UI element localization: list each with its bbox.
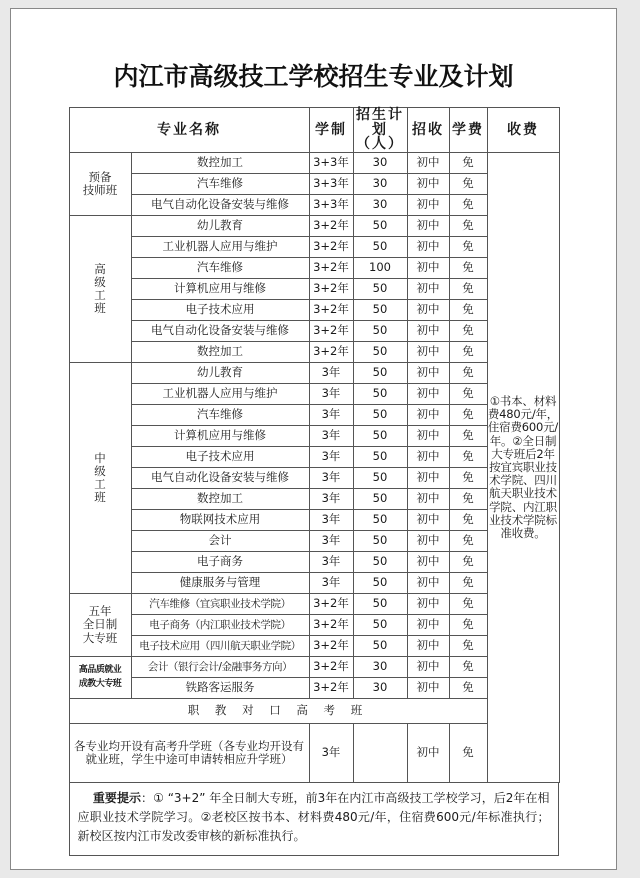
cell-system: 3年 (309, 426, 353, 447)
gaokao-row (69, 724, 559, 783)
cell-tuition: 免 (449, 153, 487, 174)
header-recruit: 招收 (407, 108, 449, 153)
cell-tuition: 免 (449, 237, 487, 258)
cell-major-name: 汽车维修 (131, 258, 309, 279)
cell-tuition: 免 (449, 363, 487, 384)
group-label-5 (69, 657, 131, 699)
table-row (69, 405, 559, 426)
cell-system: 3年 (309, 531, 353, 552)
admission-plan-table-wrap (69, 107, 559, 856)
cell-recruit: 初中 (407, 342, 449, 363)
cell-plan: 50 (353, 300, 407, 321)
cell-plan: 50 (353, 363, 407, 384)
cell-system: 3+2年 (309, 342, 353, 363)
group-label-line: 五年 (88, 604, 112, 619)
header-major: 专业名称 (69, 108, 309, 153)
cell-major-name: 工业机器人应用与维护 (131, 384, 309, 405)
cell-system: 3年 (309, 468, 353, 489)
cell-system: 3年 (309, 510, 353, 531)
cell-major-name: 电气自动化设备安装与维修 (131, 468, 309, 489)
cell-tuition: 免 (449, 678, 487, 699)
group-label-line: 成教大专班 (78, 678, 122, 689)
cell-plan: 30 (353, 153, 407, 174)
cell-major-name: 电子技术应用（四川航天职业学院） (131, 636, 309, 657)
cell-plan: 50 (353, 237, 407, 258)
cell-tuition: 免 (449, 174, 487, 195)
table-row (69, 153, 559, 174)
cell-major-name: 电子技术应用 (131, 447, 309, 468)
cell-tuition: 免 (449, 636, 487, 657)
cell-tuition: 免 (449, 573, 487, 594)
table-header (69, 108, 559, 153)
cell-plan: 50 (353, 405, 407, 426)
cell-plan: 50 (353, 552, 407, 573)
cell-recruit: 初中 (407, 426, 449, 447)
cell-major-name: 会计（银行会计/金融事务方向） (131, 657, 309, 678)
cell-major-name: 铁路客运服务 (131, 678, 309, 699)
group-label-line: 技师班 (82, 183, 118, 198)
cell-recruit: 初中 (407, 468, 449, 489)
cell-system: 3年 (309, 363, 353, 384)
gaokao-banner: 职 教 对 口 高 考 班 (69, 699, 487, 724)
cell-system: 3年 (309, 573, 353, 594)
table-row (69, 552, 559, 573)
cell-system: 3+2年 (309, 237, 353, 258)
cell-recruit: 初中 (407, 216, 449, 237)
cell-plan: 50 (353, 489, 407, 510)
cell-tuition: 免 (449, 258, 487, 279)
table-row (69, 594, 559, 615)
cell-major-name: 电子技术应用 (131, 300, 309, 321)
table-row (69, 447, 559, 468)
cell-recruit: 初中 (407, 636, 449, 657)
gaokao-plan (353, 724, 407, 783)
table-row (69, 195, 559, 216)
cell-recruit: 初中 (407, 258, 449, 279)
group-label-line: 班 (94, 301, 106, 316)
cell-system: 3年 (309, 384, 353, 405)
cell-major-name: 数控加工 (131, 342, 309, 363)
cell-plan: 30 (353, 174, 407, 195)
cell-recruit: 初中 (407, 405, 449, 426)
page-title: 内江市高级技工学校招生专业及计划 (113, 62, 514, 91)
group-label-line: 预备 (88, 169, 112, 184)
cell-plan: 30 (353, 195, 407, 216)
cell-system: 3年 (309, 405, 353, 426)
cell-system: 3+2年 (309, 615, 353, 636)
cell-recruit: 初中 (407, 678, 449, 699)
table-row (69, 678, 559, 699)
group-label-line: 大专班 (82, 630, 118, 645)
cell-recruit: 初中 (407, 195, 449, 216)
header-tuition: 学费 (449, 108, 487, 153)
cell-system: 3年 (309, 489, 353, 510)
table-row (69, 636, 559, 657)
cell-plan: 50 (353, 615, 407, 636)
cell-system: 3+3年 (309, 195, 353, 216)
important-notes (69, 783, 559, 856)
cell-plan: 50 (353, 447, 407, 468)
cell-major-name: 工业机器人应用与维护 (131, 237, 309, 258)
cell-recruit: 初中 (407, 615, 449, 636)
cell-system: 3+2年 (309, 300, 353, 321)
cell-plan: 50 (353, 573, 407, 594)
cell-major-name: 计算机应用与维修 (131, 279, 309, 300)
cell-tuition: 免 (449, 447, 487, 468)
table-row (69, 300, 559, 321)
header-plan-line2: （人） (356, 136, 404, 153)
cell-tuition: 免 (449, 279, 487, 300)
group-label-line: 高品质就业 (78, 665, 122, 676)
document-page (10, 8, 617, 870)
cell-system: 3+2年 (309, 657, 353, 678)
cell-system: 3+2年 (309, 258, 353, 279)
cell-system: 3+2年 (309, 636, 353, 657)
gaokao-system: 3年 (309, 724, 353, 783)
cell-major-name: 物联网技术应用 (131, 510, 309, 531)
gaokao-banner-row (69, 699, 559, 724)
group-label-2 (69, 216, 131, 363)
cell-recruit: 初中 (407, 657, 449, 678)
cell-major-name: 健康服务与管理 (131, 573, 309, 594)
table-row (69, 237, 559, 258)
cell-major-name: 汽车维修 (131, 405, 309, 426)
cell-major-name: 幼儿教育 (131, 363, 309, 384)
table-row (69, 489, 559, 510)
table-row (69, 657, 559, 678)
cell-plan: 50 (353, 279, 407, 300)
group-label-line: 级 (94, 463, 106, 478)
group-label-line: 班 (94, 490, 106, 505)
cell-plan: 50 (353, 510, 407, 531)
group-label-line: 工 (94, 288, 106, 303)
header-plan (353, 108, 407, 153)
cell-system: 3+2年 (309, 216, 353, 237)
cell-tuition: 免 (449, 300, 487, 321)
cell-recruit: 初中 (407, 552, 449, 573)
cell-charge-note: ①书本、材料费480元/年，住宿费600元/年。②全日制大专班后2年按宜宾职业技术学院、四川航天职业技术学院、内江职业技术学院标准收费。 (487, 153, 559, 783)
cell-plan: 50 (353, 426, 407, 447)
cell-recruit: 初中 (407, 279, 449, 300)
cell-system: 3+3年 (309, 153, 353, 174)
cell-tuition: 免 (449, 468, 487, 489)
cell-tuition: 免 (449, 384, 487, 405)
cell-tuition: 免 (449, 342, 487, 363)
cell-system: 3+2年 (309, 321, 353, 342)
table-row (69, 426, 559, 447)
group-label-line: 高 (94, 261, 106, 276)
table-body (69, 153, 559, 783)
cell-tuition: 免 (449, 321, 487, 342)
cell-plan: 50 (353, 531, 407, 552)
cell-system: 3+2年 (309, 279, 353, 300)
table-row (69, 510, 559, 531)
cell-tuition: 免 (449, 216, 487, 237)
cell-recruit: 初中 (407, 363, 449, 384)
group-label-line: 级 (94, 274, 106, 289)
gaokao-recruit: 初中 (407, 724, 449, 783)
cell-plan: 50 (353, 216, 407, 237)
cell-major-name: 电子商务 (131, 552, 309, 573)
cell-major-name: 幼儿教育 (131, 216, 309, 237)
cell-major-name: 数控加工 (131, 153, 309, 174)
admission-plan-table (69, 107, 560, 783)
table-row (69, 321, 559, 342)
cell-tuition: 免 (449, 195, 487, 216)
table-row (69, 615, 559, 636)
group-label-4 (69, 594, 131, 657)
cell-plan: 30 (353, 678, 407, 699)
table-row (69, 174, 559, 195)
cell-tuition: 免 (449, 657, 487, 678)
cell-tuition: 免 (449, 615, 487, 636)
header-plan-line1: 招生计划 (356, 107, 404, 138)
cell-major-name: 电子商务（内江职业技术学院） (131, 615, 309, 636)
cell-recruit: 初中 (407, 174, 449, 195)
cell-system: 3+2年 (309, 678, 353, 699)
table-row (69, 363, 559, 384)
cell-major-name: 数控加工 (131, 489, 309, 510)
cell-system: 3年 (309, 447, 353, 468)
table-row (69, 384, 559, 405)
cell-plan: 50 (353, 342, 407, 363)
group-label-line: 中 (94, 450, 106, 465)
cell-recruit: 初中 (407, 594, 449, 615)
cell-recruit: 初中 (407, 300, 449, 321)
header-charge: 收费 (487, 108, 559, 153)
header-system: 学制 (309, 108, 353, 153)
cell-tuition: 免 (449, 405, 487, 426)
group-label-line: 工 (94, 477, 106, 492)
cell-tuition: 免 (449, 531, 487, 552)
table-row (69, 531, 559, 552)
group-label-line: 全日制 (82, 617, 118, 632)
cell-recruit: 初中 (407, 321, 449, 342)
cell-tuition: 免 (449, 489, 487, 510)
cell-recruit: 初中 (407, 531, 449, 552)
cell-recruit: 初中 (407, 489, 449, 510)
cell-plan: 50 (353, 636, 407, 657)
cell-recruit: 初中 (407, 384, 449, 405)
cell-system: 3+3年 (309, 174, 353, 195)
group-label-1 (69, 153, 131, 216)
table-row (69, 573, 559, 594)
table-row (69, 468, 559, 489)
cell-tuition: 免 (449, 426, 487, 447)
cell-recruit: 初中 (407, 510, 449, 531)
table-row (69, 342, 559, 363)
table-header-row (69, 108, 559, 153)
notes-text: ：① “3+2” 年全日制大专班，前3年在内江市高级技工学校学习，后2年在相应职业技术学院学习。②老校区按书本、材料费480元/年，住宿费600元/年标准执行；新校区按内江市发改委审核的新标准执行。 (77, 791, 550, 844)
cell-recruit: 初中 (407, 237, 449, 258)
cell-major-name: 电气自动化设备安装与维修 (131, 321, 309, 342)
cell-plan: 50 (353, 594, 407, 615)
cell-system: 3年 (309, 552, 353, 573)
gaokao-tuition: 免 (449, 724, 487, 783)
cell-major-name: 计算机应用与维修 (131, 426, 309, 447)
cell-recruit: 初中 (407, 447, 449, 468)
cell-major-name: 会计 (131, 531, 309, 552)
cell-tuition: 免 (449, 594, 487, 615)
cell-plan: 30 (353, 657, 407, 678)
cell-plan: 50 (353, 321, 407, 342)
cell-major-name: 汽车维修（宜宾职业技术学院） (131, 594, 309, 615)
table-row (69, 279, 559, 300)
cell-tuition: 免 (449, 552, 487, 573)
cell-major-name: 电气自动化设备安装与维修 (131, 195, 309, 216)
table-row (69, 216, 559, 237)
cell-major-name: 汽车维修 (131, 174, 309, 195)
cell-plan: 50 (353, 384, 407, 405)
cell-system: 3+2年 (309, 594, 353, 615)
cell-recruit: 初中 (407, 573, 449, 594)
table-row (69, 258, 559, 279)
cell-plan: 100 (353, 258, 407, 279)
cell-recruit: 初中 (407, 153, 449, 174)
gaokao-description: 各专业均开设有高考升学班（各专业均开设有就业班，学生中途可申请转相应升学班） (69, 724, 309, 783)
cell-plan: 50 (353, 468, 407, 489)
notes-label: 重要提示 (92, 791, 142, 806)
group-label-3 (69, 363, 131, 594)
cell-tuition: 免 (449, 510, 487, 531)
